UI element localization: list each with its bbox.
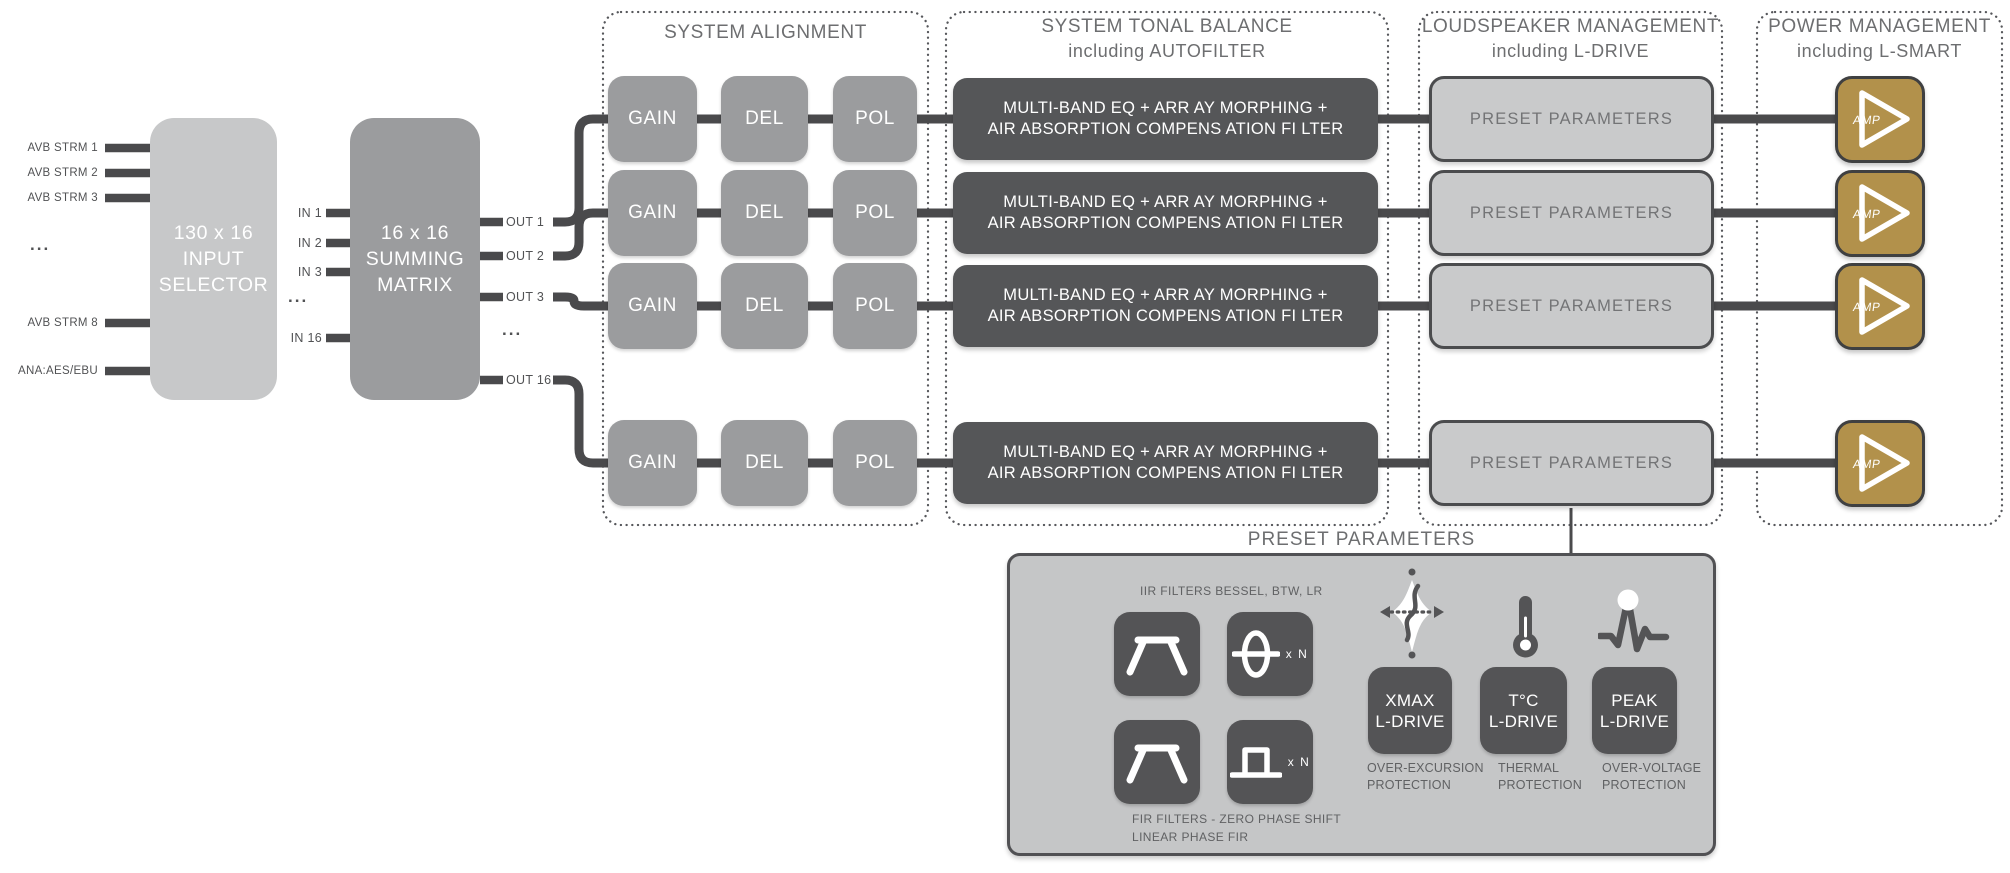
block-line: SELECTOR [158, 274, 269, 296]
polarity-block: POL [833, 263, 917, 349]
amp-label: AMP [1852, 456, 1882, 471]
section-title-power [1757, 14, 2002, 64]
iir-filters-label: IIR FILTERS BESSEL, BTW, LR [1140, 584, 1323, 598]
multiplier-label: x N [1285, 647, 1309, 661]
in-label-3: IN 3 [297, 265, 322, 279]
eq-line: MULTI-BAND EQ + ARR AY MORPHING + [1003, 443, 1328, 461]
title-subline: including L-DRIVE [1491, 41, 1650, 61]
excursion-icon [1379, 558, 1445, 660]
eq-line: AIR ABSORPTION COMPENS ATION FI LTER [987, 120, 1344, 138]
parametric-eq-block [1227, 612, 1313, 696]
eq-line: AIR ABSORPTION COMPENS ATION FI LTER [987, 214, 1344, 232]
gain-block: GAIN [608, 76, 697, 162]
preset-parameters-block: PRESET PARAMETERS [1429, 263, 1714, 349]
in-label-2: IN 2 [297, 236, 322, 250]
multiband-eq-block [953, 422, 1378, 504]
out-label-1: OUT 1 [506, 215, 545, 229]
delay-block: DEL [721, 170, 808, 256]
caption-line: PROTECTION [1602, 778, 1686, 792]
title-line: SYSTEM ALIGNMENT [664, 22, 867, 43]
multiband-eq-block [953, 172, 1378, 254]
section-title-tonal-balance [946, 14, 1388, 64]
title-line: LOUDSPEAKER MANAGEMENT [1421, 16, 1720, 37]
title-line: PRESET PARAMETERS [1247, 529, 1476, 550]
delay-block: DEL [721, 76, 808, 162]
input-ellipsis: ... [30, 235, 51, 254]
title-line: POWER MANAGEMENT [1768, 16, 1991, 37]
input-label-ana: ANA:AES/EBU [18, 365, 98, 377]
preset-parameters-block: PRESET PARAMETERS [1429, 170, 1714, 256]
out-label-2: OUT 2 [506, 249, 545, 263]
fir-filters-label-line1: FIR FILTERS - ZERO PHASE SHIFT [1132, 812, 1342, 826]
title-line: SYSTEM TONAL BALANCE [1041, 16, 1293, 37]
block-line: 16 x 16 [380, 222, 450, 244]
bandpass-filter-icon [1126, 740, 1188, 784]
eq-line: AIR ABSORPTION COMPENS ATION FI LTER [987, 307, 1344, 325]
eq-line: MULTI-BAND EQ + ARR AY MORPHING + [1003, 99, 1328, 117]
amplifier-block [1835, 263, 1925, 350]
parametric-eq-icon [1232, 629, 1280, 679]
multiband-eq-block [953, 265, 1378, 347]
caption-line: PROTECTION [1367, 778, 1451, 792]
preset-parameters-block: PRESET PARAMETERS [1429, 76, 1714, 162]
in-label-1: IN 1 [297, 206, 322, 220]
polarity-block: POL [833, 170, 917, 256]
block-line: PEAK [1611, 690, 1658, 710]
xmax-caption [1367, 760, 1484, 794]
eq-line: MULTI-BAND EQ + ARR AY MORPHING + [1003, 286, 1328, 304]
thermal-ldrive-block [1480, 667, 1567, 754]
section-title-loudspeaker [1419, 14, 1722, 64]
input-label-avb8: AVB STRM 8 [27, 317, 98, 329]
preset-parameters-block: PRESET PARAMETERS [1429, 420, 1714, 506]
polarity-block: POL [833, 420, 917, 506]
caption-line: OVER-VOLTAGE [1602, 761, 1702, 775]
caption-line: OVER-EXCURSION [1367, 761, 1484, 775]
amplifier-block [1835, 76, 1925, 163]
amp-label: AMP [1852, 299, 1882, 314]
multiplier-label: x N [1287, 755, 1311, 769]
block-line: L-DRIVE [1375, 711, 1445, 731]
block-line: INPUT [182, 248, 245, 270]
eq-line: AIR ABSORPTION COMPENS ATION FI LTER [987, 464, 1344, 482]
gain-block: GAIN [608, 263, 697, 349]
gain-block: GAIN [608, 420, 697, 506]
block-line: XMAX [1385, 690, 1435, 710]
input-label-avb1: AVB STRM 1 [27, 142, 98, 154]
block-line: SUMMING [365, 248, 465, 270]
out-label-16: OUT 16 [506, 373, 552, 387]
multiband-eq-block [953, 78, 1378, 160]
input-selector-block [150, 118, 277, 400]
in-ellipsis: ... [288, 287, 309, 306]
peak-caption [1602, 760, 1701, 794]
title-subline: including AUTOFILTER [1068, 41, 1266, 61]
out-ellipsis: ... [502, 320, 523, 339]
amp-label: AMP [1852, 206, 1882, 221]
amplifier-block [1835, 170, 1925, 257]
out-label-3: OUT 3 [506, 290, 545, 304]
caption-line: THERMAL [1498, 761, 1560, 775]
polarity-block: POL [833, 76, 917, 162]
in-label-16: IN 16 [290, 331, 322, 345]
thermometer-icon [1506, 594, 1544, 660]
peak-ldrive-block [1592, 667, 1677, 754]
gain-block: GAIN [608, 170, 697, 256]
peak-waveform-icon [1598, 588, 1670, 658]
input-label-avb3: AVB STRM 3 [27, 192, 98, 204]
brickwall-filter-block [1227, 720, 1313, 804]
xmax-ldrive-block [1368, 667, 1452, 754]
preset-detail-title [1007, 527, 1716, 552]
input-label-avb2: AVB STRM 2 [27, 167, 98, 179]
fir-filters-label-line2: LINEAR PHASE FIR [1132, 830, 1249, 844]
fir-bandpass-filter-block [1114, 720, 1200, 804]
delay-block: DEL [721, 263, 808, 349]
caption-line: PROTECTION [1498, 778, 1582, 792]
eq-line: MULTI-BAND EQ + ARR AY MORPHING + [1003, 193, 1328, 211]
brickwall-filter-icon [1230, 742, 1282, 782]
block-line: L-DRIVE [1599, 711, 1670, 731]
bandpass-filter-icon [1126, 632, 1188, 676]
block-line: L-DRIVE [1488, 711, 1559, 731]
section-title-alignment [603, 20, 928, 45]
block-line: T°C [1508, 690, 1539, 710]
thermal-caption [1498, 760, 1582, 794]
amp-label: AMP [1852, 112, 1882, 127]
title-subline: including L-SMART [1797, 41, 1962, 61]
block-line: 130 x 16 [173, 222, 254, 244]
amplifier-block [1835, 420, 1925, 507]
iir-bandpass-filter-block [1114, 612, 1200, 696]
block-line: MATRIX [377, 274, 453, 296]
delay-block: DEL [721, 420, 808, 506]
summing-matrix-block [350, 118, 480, 400]
